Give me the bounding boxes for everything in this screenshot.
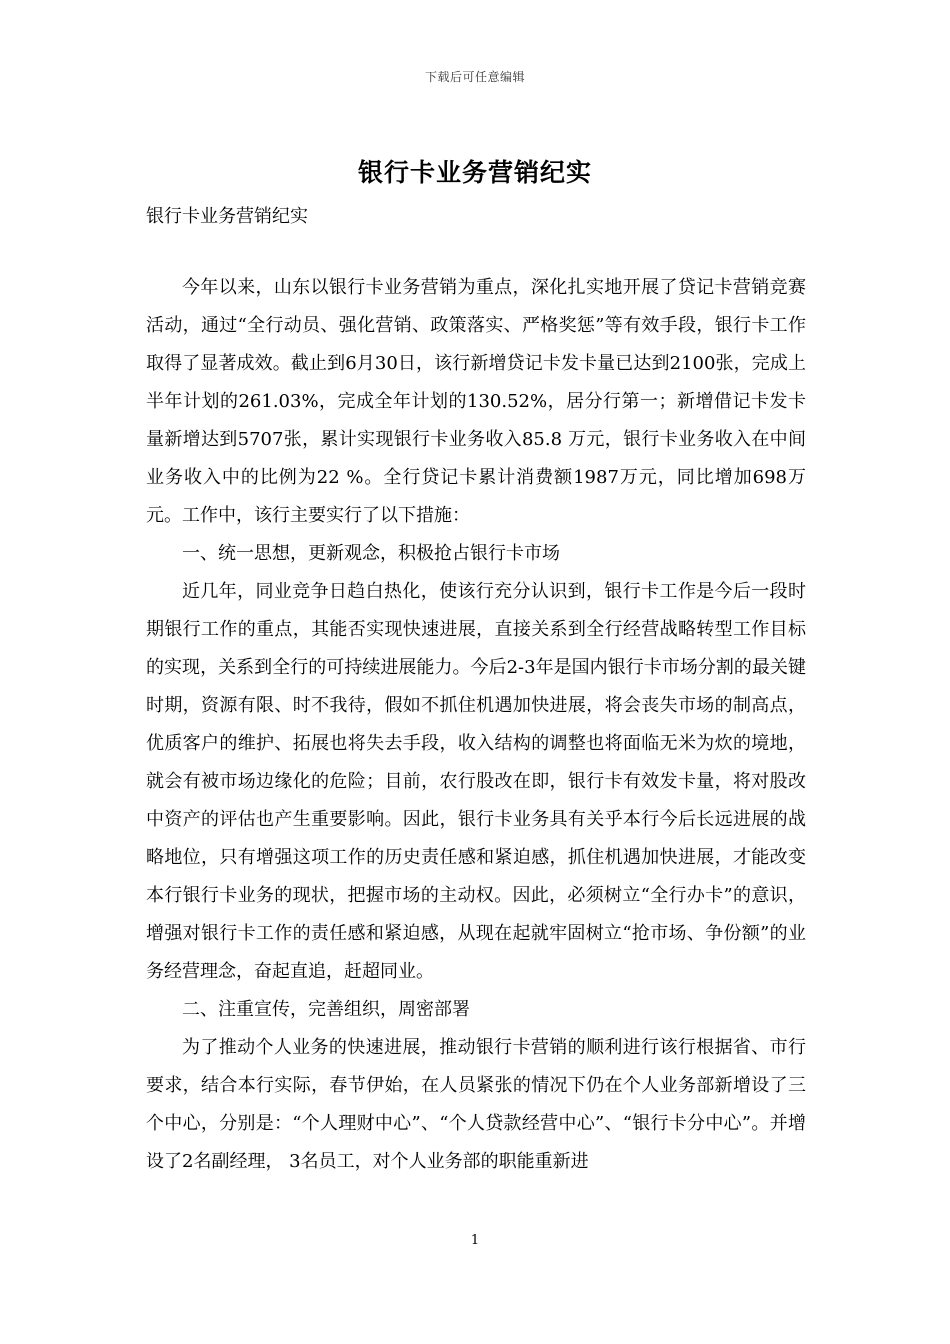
- header-note: 下载后可任意编辑: [424, 70, 525, 84]
- section-heading-1: 一、统一思想，更新观念，积极抢占银行卡市场: [182, 543, 560, 564]
- paragraph-section-1: 近几年，同业竞争日趋白热化，使该行充分认识到，银行卡工作是今后一段时期银行工作的重点，其能否实现快速进展，直接关系到全行经营战略转型工作目标的实现，关系到全行的可持续进展能力。今后2-3年是国内银行卡市场分割的最关键时期，资源有限、时不我待，假如不抓住机遇加快进展，将会丧失市场的制高点，优质客户的维护、拓展也将失去手段，收入结构的调整也将面临无米为炊的境地，就会有被市场边缘化的危险；目前，农行股改在即，银行卡有效发卡量，将对股改中资产的评估也产生重要影响。因此，银行卡业务具有关乎本行今后长远进展的战略地位，只有增强这项工作的历史责任感和紧迫感，抓住机遇加快进展，才能改变本行银行卡业务的现状，把握市场的主动权。因此，必须树立“全行办卡”的意识，增强对银行卡工作的责任感和紧迫感，从现在起就牢固树立“抢市场、争份额”的业务经营理念，奋起直追，赶超同业。: [146, 581, 806, 982]
- paragraph-intro: 今年以来，山东以银行卡业务营销为重点，深化扎实地开展了贷记卡营销竞赛活动，通过“全行动员、强化营销、政策落实、严格奖惩”等有效手段，银行卡工作取得了显著成效。截止到6月30日，该行新增贷记卡发卡量已达到2100张，完成上半年计划的261.03%，完成全年计划的130.52%，居分行第一；新增借记卡发卡量新增达到5707张，累计实现银行卡业务收入85.8 万元，银行卡业务收入在中间业务收入中的比例为22 %。全行贷记卡累计消费额1987万元，同比增加698万元。工作中，该行主要实行了以下措施：: [146, 277, 806, 526]
- page-number: 1: [470, 1233, 480, 1248]
- document-body: [146, 269, 806, 1181]
- paragraph-section-2: 为了推动个人业务的快速进展，推动银行卡营销的顺利进行该行根据省、市行要求，结合本行实际，春节伊始，在人员紧张的情况下仍在个人业务部新增设了三个中心，分别是：“个人理财中心”、“个人贷款经营中心”、“银行卡分中心”。并增设了2名副经理， 3名员工，对个人业务部的职能重新进: [146, 1037, 806, 1172]
- section-heading-2: 二、注重宣传，完善组织，周密部署: [182, 999, 470, 1020]
- document-subtitle: 银行卡业务营销纪实: [146, 206, 308, 227]
- document-title: 银行卡业务营销纪实: [357, 158, 592, 187]
